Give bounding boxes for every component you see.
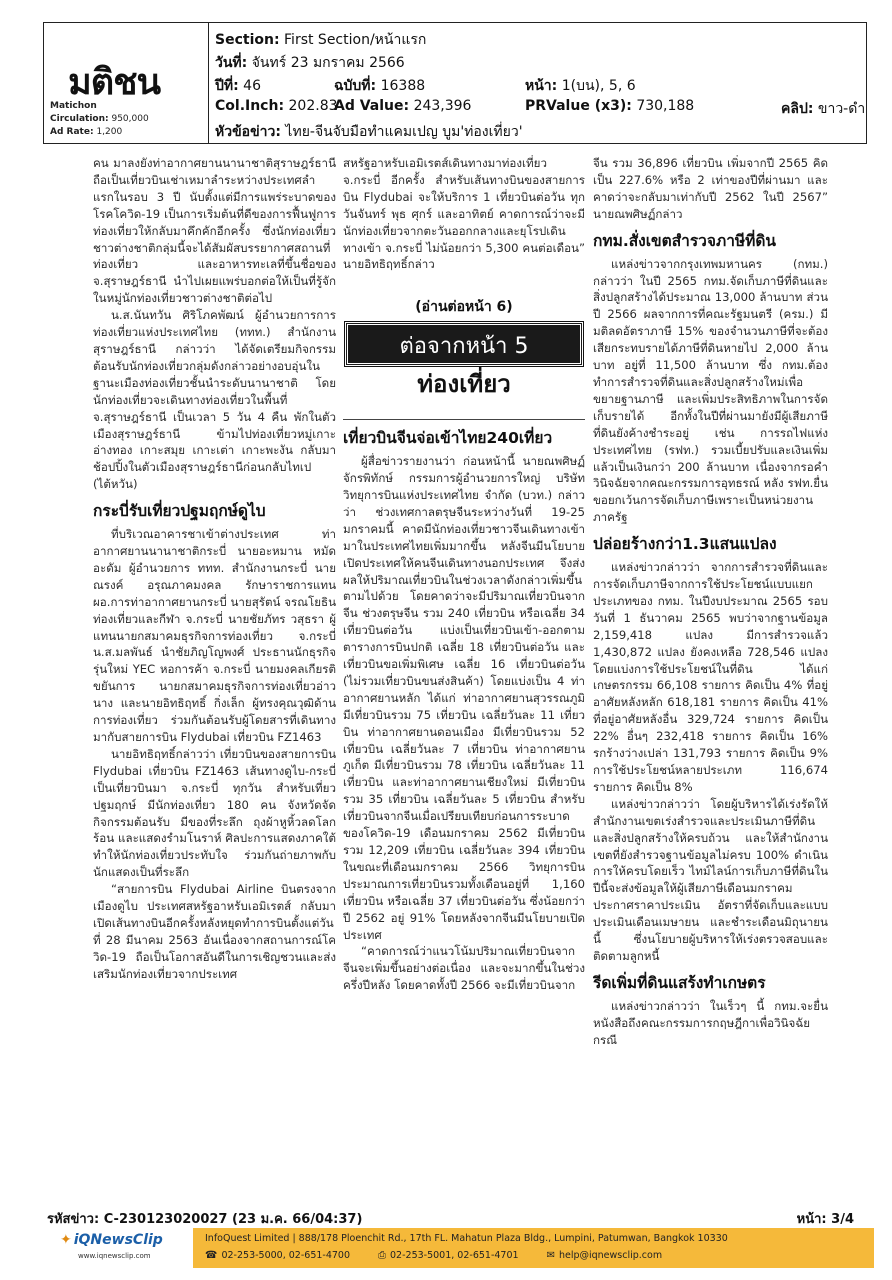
circulation-label: Circulation: (50, 114, 109, 124)
clip-label: คลิป: (781, 101, 814, 117)
issue-label: ฉบับที่: (334, 78, 377, 94)
paragraph: ผู้สื่อข่าวรายงานว่า ก่อนหน้านี้ นายณพศิษฏ์ จักรพิทักษ์ กรรมการผู้อำนวยการใหญ่ บริษัท วิทยุการบินแห่งประเทศไทย จำกัด (บวท.) กล่าวว่า ช่วงเทศกาลตรุษจีนระหว่างวันที่ 19-25 มกราคมนี้ คาดมีนักท่องเที่ยวชาวจีนเดินทางเข้ามาในประเทศไทยเพิ่มมากขึ้น หลังจีนมีนโยบายเปิดประเทศให้คนจีนเดินทางนอกประเทศ จึงส่งผลให้ปริมาณเที่ยวบินในช่วงเวลาดังกล่าวเพิ่มขึ้นตามไปด้วย โดยคาดว่าจะมีปริมาณเที่ยวบินจากจีน ช่วงตรุษจีน รวม 240 เที่ยวบิน หรือเฉลี่ย 34 เที่ยวบินต่อวัน แบ่งเป็นเที่ยวบินเข้า-ออกตามตารางการบินปกติ เฉลี่ย 18 เที่ยวบินต่อวัน และเที่ยวบินขอเพิ่มพิเศษ เฉลี่ย 16 เที่ยวบินต่อวัน (ไม่รวมเที่ยวบินขนส่งสินค้า) โดยแบ่งเป็น 4 ท่าอากาศยานหลัก ได้แก่ ท่าอากาศยานสุวรรณภูมิ มีเที่ยวบินรวม 75 เที่ยวบิน เฉลี่ยวันละ 11 เที่ยวบิน ท่าอากาศยานดอนเมือง มีเที่ยวบินรวม 52 เที่ยวบิน เฉลี่ยวันละ 7 เที่ยวบิน ท่าอากาศยานภูเก็ต มีเที่ยวบินรวม 78 เที่ยวบิน เฉลี่ยวันละ 11 เที่ยวบิน และท่าอากาศยานเชียงใหม่ มีเที่ยวบินรวม 35 เที่ยวบิน เฉลี่ยวันละ 5 เที่ยวบิน สำหรับเที่ยวบินจากจีนเมื่อเปรียบเทียบก่อนการระบาดของโควิด-19 เดือนมกราคม 2562 มีเที่ยวบินรวม 12,209 เที่ยวบิน เฉลี่ยวันละ 394 เที่ยวบิน ในขณะที่เดือนมกราคม 2566 วิทยุการบินประมาณการเที่ยวบินรวมทั้งเดือนอยู่ที่ 1,160 เที่ยวบิน หรือเฉลี่ย 37 เที่ยวบินต่อวัน ซึ่งน้อยกว่าปี 2562 อยู่ 91% โดยหลังจากจีนมีนโยบายเปิดประเทศ (343, 454, 585, 942)
circulation-value: 950,000 (111, 114, 149, 124)
prvalue-value: 730,188 (636, 98, 695, 114)
issue-value: 16388 (380, 78, 426, 94)
year-label: ปีที่: (215, 78, 239, 94)
headline-value: ไทย-จีนจับมือทำแคมเปญ บูม'ท่องเที่ยว' (285, 124, 523, 140)
news-code (47, 1208, 362, 1229)
subheading: ปล่อยร้างกว่า1.3แสนแปลง (593, 535, 777, 554)
phone-icon: ☎ (205, 1250, 218, 1261)
page-counter (797, 1208, 854, 1229)
phone-number: 02-253-5000, 02-651-4700 (221, 1250, 351, 1261)
date-row (215, 52, 405, 74)
paragraph: แหล่งข่าวกล่าวว่า จากการสำรวจที่ดินและการจัดเก็บภาษีจากการใช้ประโยชน์แบบแยกประเภทของ กทม. ในปีงบประมาณ 2565 รอบวันที่ 1 ธันวาคม 2565 พบว่าจากฐานข้อมูล 2,159,418 แปลง มีการสำรวจแล้ว 1,430,872 แปลง ยังคงเหลือ 728,546 แปลง โดยแบ่งการใช้ประโยชน์ในที่ดิน ได้แก่ เกษตรกรรม 66,108 รายการ คิดเป็น 4% ที่อยู่อาศัยหลังหลัก 618,181 รายการ คิดเป็น 41% ที่อยู่อาศัยหลังอื่น 329,724 รายการ คิดเป็น 22% อื่นๆ 232,418 รายการ คิดเป็น 16% รกร้างว่างเปล่า 131,793 รายการ คิดเป็น 9% การใช้ประโยชน์หลายประเภท 116,674 รายการ คิดเป็น 8% (593, 560, 828, 794)
paragraph: “คาดการณ์ว่าแนวโน้มปริมาณเที่ยวบินจากจีนจะเพิ่มขึ้นอย่างต่อเนื่อง และจะมากขึ้นในช่วงครึ่งปีหลัง โดยคาดทั้งปี 2566 จะมีเที่ยวบินจาก (343, 944, 585, 993)
page-value: 1(บน), 5, 6 (561, 78, 636, 94)
clip-value: ขาว-ดำ (817, 101, 866, 117)
email-entry (547, 1250, 663, 1261)
advalue-value: 243,396 (413, 98, 472, 114)
paragraph: สหรัฐอาหรับเอมิเรตส์เดินทางมาท่องเที่ยว จ.กระบี่ อีกครั้ง สำหรับเส้นทางบินของสายการบิน Flydubai จะให้บริการ 1 เที่ยวบินต่อวัน ทุกวันจันทร์ พุธ ศุกร์ และอาทิตย์ คาดการณ์ว่าจะมีนักท่องเที่ยวจากตะวันออกกลางและยุโรปเดินทางเข้า จ.กระบี่ ไม่น้อยกว่า 5,300 คนต่อเดือน” นายอิทธิฤทธิ์กล่าว (343, 156, 585, 272)
company-address: InfoQuest Limited | 888/178 Ploenchit Rd., 17th FL. Mahatun Plaza Bldg., Lumpini, Patumwan, Bangkok 10330 (205, 1233, 728, 1244)
clip-info (209, 23, 866, 143)
news-code-label: รหัสข่าว: (47, 1212, 100, 1227)
publisher-cell (44, 23, 209, 143)
continued-from-banner: ต่อจากหน้า 5 (345, 322, 583, 366)
clip-row (781, 98, 865, 120)
contact-cell (193, 1228, 874, 1268)
prvalue-row (525, 98, 694, 114)
subheading: กระบี่รับเที่ยวปฐมฤกษ์ดูไบ (93, 502, 266, 521)
section-label: Section: (215, 32, 280, 48)
paragraph: แหล่งข่าวจากกรุงเทพมหานคร (กทม.) กล่าวว่า ในปี 2565 กทม.จัดเก็บภาษีที่ดินและสิ่งปลูกสร้างได้ประมาณ 13,000 ล้านบาท ส่วนปี 2566 ผลจากการที่คณะรัฐมนตรี (ครม.) มีมติลดอัตราภาษี 15% ของจำนวนภาษีที่จะต้องเสียกระทบรายได้ภาษีที่ดินหายไป 2,000 ล้านบาท อยู่ที่ 11,500 ล้านบาท ซึ่ง กทม.ต้องทำการสำรวจที่ดินและสิ่งปลูกสร้างใหม่เพื่อขยายฐานภาษี และเพิ่มประสิทธิภาพในการจัดเก็บรายได้ อีกทั้งในปีที่ผ่านมายังมีผู้เสียภาษีที่ดินยังค้างชำระอยู่ เช่น การรถไฟแห่งประเทศไทย (รฟท.) รวมเบี้ยปรับและเงินเพิ่มแล้วเป็นเงินกว่า 200 ล้านบาท เนื่องจากรอคำวินิจฉัยจากคณะกรรมการอุทธรณ์ หลัง รฟท.ยื่นขอยกเว้นการจัดเก็บภาษีเพราะเป็นหน่วยงานภาครัฐ (593, 256, 828, 525)
footer-bar (48, 1228, 874, 1268)
ad-rate-value: 1,200 (96, 127, 123, 137)
phone-entry (205, 1250, 350, 1261)
paragraph: แหล่งข่าวกล่าวว่า ในเร็วๆ นี้ กทม.จะยื่นหนังสือถึงคณะกรรมการกฤษฎีกาเพื่อวินิจฉัยกรณี (593, 998, 828, 1047)
brand-text: iQNewsClip (73, 1232, 163, 1248)
clip-header (43, 22, 867, 144)
prvalue-label: PRValue (x3): (525, 98, 632, 114)
iqnewsclip-logo (60, 1232, 163, 1248)
news-code-value: C-230123020027 (23 ม.ค. 66/04:37) (103, 1212, 363, 1227)
contact-line (205, 1250, 662, 1261)
page-row (525, 75, 636, 97)
article-column-1 (93, 155, 336, 1155)
paragraph: “สายการบิน Flydubai Airline บินตรงจากเมืองดูไบ ประเทศสหรัฐอาหรับเอมิเรตส์ กลับมาเปิดเส้นทางบินอีกครั้งหลังหยุดทำการบินตั้งแต่วันที่ 28 มีนาคม 2563 อันเนื่องจากสถานการณ์โควิด-19 ถือเป็นโอกาสอันดีในการเชิญชวนและส่งเสริมนักท่องเที่ยวจากประเทศ (93, 882, 336, 981)
page-counter-label: หน้า: (796, 1212, 827, 1227)
logo-mark-icon: ✦ (60, 1232, 72, 1248)
colinch-label: Col.Inch: (215, 98, 285, 114)
page-label: หน้า: (525, 78, 558, 94)
issue-row (334, 75, 425, 97)
advalue-row (334, 98, 471, 114)
section-row (215, 29, 426, 51)
headline-row (215, 121, 523, 143)
date-value: จันทร์ 23 มกราคม 2566 (251, 55, 405, 71)
paragraph: นายอิทธิฤทธิ์กล่าวว่า เที่ยวบินของสายการบิน Flydubai เที่ยวบิน FZ1463 เส้นทางดูไบ-กระบี่ เป็นเที่ยวบินมา จ.กระบี่ ทุกวัน สำหรับเที่ยวปฐมฤกษ์ มีนักท่องเที่ยว 180 คน จังหวัดจัดกิจกรรมต้อนรับ มีของที่ระลึก ถุงผ้าหูหิ้วลดโลกร้อน และแสดงรำมโนราห์ ศิลปะการแสดงภาคใต้ ทำให้นักท่องเที่ยวประทับใจ ร่วมกันถ่ายภาพกับนักแสดงเป็นที่ระลึก (93, 746, 336, 880)
email-address: help@iqnewsclip.com (558, 1250, 663, 1261)
paragraph: แหล่งข่าวกล่าวว่า โดยผู้บริหารได้เร่งรัดให้สำนักงานเขตเร่งสำรวจและประเมินภาษีที่ดินและสิ่งปลูกสร้างให้ครบถ้วน และให้สำนักงานเขตที่ยังสำรวจฐานข้อมูลไม่ครบ 100% ดำเนินการให้ครบโดยเร็ว ไทม์ไลน์การเก็บภาษีที่ดินในปีนี้จะส่งข้อมูลให้ผู้เสียภาษีเดือนมกราคม ประกาศราคาประเมิน อัตราที่จัดเก็บและแบบประเมินเดือนเมษายน และชำระเดือนมิถุนายน นี้ ซึ่งนโยบายผู้บริหารให้เร่งตรวจสอบและติดตามลูกหนี้ (593, 796, 828, 963)
year-value: 46 (243, 78, 261, 94)
article-column-2 (343, 155, 585, 1165)
paragraph: จีน รวม 36,896 เที่ยวบิน เพิ่มจากปี 2565 คิดเป็น 227.6% หรือ 2 เท่าของปีที่ผ่านมา และคาดว่าจะกลับมาเท่ากับปี 2562 ในปี 2567” นายณพศิษฏ์กล่าว (593, 156, 828, 221)
paragraph: ที่บริเวณอาคารชาเข้าต่างประเทศ ท่าอากาศยานนานาชาติกระบี่ นายอะหมาน หมัดอะดัม ผู้อำนวยการ ททท. สำนักงานกระบี่ นายณรงค์ อรุณภาคมงคล รักษาราชการแทน ผอ.การท่าอากาศยานกระบี่ นายสุรัตน์ จรณโยธิน ท่องเที่ยวและกีฬา จ.กระบี่ นายชัยภัทร วสุธรา ผู้แทนนายกสมาคมธุรกิจการท่องเที่ยว จ.กระบี่ น.ส.มลพันธ์ นำชัยภิญโญพงศ์ ประธานนักธุรกิจรุ่นใหม่ YEC หอการค้า จ.กระบี่ นายมงคลเกียรติ ขยันการ นายกสมาคมธุรกิจการท่องเที่ยวอ่าวนาง และนายอิทธิฤทธิ์ กิ่งเล็ก ผู้ทรงคุณวุฒิด้านการท่องเที่ยว ร่วมกันต้อนรับผู้โดยสารที่เดินทางมากับสายการบิน Flydubai เที่ยวบิน FZ1463 (93, 527, 336, 744)
fax-icon: ⎙ (378, 1250, 387, 1261)
brand-url: www.iqnewsclip.com (78, 1252, 151, 1260)
section-title: ท่องเที่ยว (417, 370, 511, 399)
section-value: First Section/หน้าแรก (284, 32, 427, 48)
subheading: กทม.สั่งเขตสำรวจภาษีที่ดิน (593, 231, 776, 250)
paragraph: น.ส.นันทวัน ศิริโภคพัฒน์ ผู้อำนวยการการท่องเที่ยวแห่งประเทศไทย (ททท.) สำนักงานสุราษฎร์ธานี กล่าวว่า ได้จัดเตรียมกิจกรรมต้อนรับนักท่องเที่ยวกลุ่มดังกล่าวอย่างอบอุ่นในฐานะเมืองท่องเที่ยวชั้นนำระดับนานาชาติ โดยนักท่องเที่ยวจะเดินทางท่องเที่ยวในพื้นที่ จ.สุราษฎร์ธานี เป็นเวลา 5 วัน 4 คืน พักในตัวเมืองสุราษฎร์ธานี ข้ามไปท่องเที่ยวหมู่เกาะอ่างทอง เกาะสมุย เกาะเต่า เกาะพะงัน กลับมาช้อปปิ้งในตัวเมืองสุราษฎร์ธานีก่อนกลับไทเป (ไต้หวัน) (93, 308, 336, 492)
publisher-logo: มติชน (68, 61, 161, 103)
headline-label: หัวข้อข่าว: (215, 124, 281, 140)
divider (343, 419, 585, 420)
date-label: วันที่: (215, 55, 248, 71)
continued-note: (อ่านต่อหน้า 6) (415, 299, 513, 316)
page-counter-value: 3/4 (831, 1212, 854, 1227)
colinch-value: 202.83 (288, 98, 338, 114)
colinch-row (215, 98, 338, 114)
article-column-3 (593, 155, 828, 1165)
subheading: เที่ยวบินจีนจ่อเข้าไทย240เที่ยว (343, 429, 553, 448)
advalue-label: Ad Value: (334, 98, 410, 114)
paragraph: คน มาลงยังท่าอากาศยานนานาชาติสุราษฎร์ธานี ถือเป็นเที่ยวบินเช่าเหมาลำระหว่างประเทศลำแรกในรอบ 3 ปี นับตั้งแต่มีการแพร่ระบาดของโรคโควิด-19 เป็นการเริ่มต้นที่ดีของการฟื้นฟูการท่องเที่ยวให้กลับมาคึกคักอีกครั้ง ซึ่งนักท่องเที่ยวชาวต่างชาติกลุ่มนี้จะได้สัมผัสบรรยากาศสถานที่ท่องเที่ยว และอาหารทะเลที่ขึ้นชื่อของ จ.สุราษฎร์ธานี นำไปเผยแพร่บอกต่อให้เป็นที่รู้จักในหมู่นักท่องเที่ยวชาวต่างชาติต่อไป (93, 156, 336, 306)
year-row (215, 75, 261, 97)
publisher-meta (50, 100, 149, 139)
mail-icon: ✉ (546, 1250, 555, 1261)
subheading: รีดเพิ่มที่ดินแสร้งทำเกษตร (593, 973, 766, 992)
fax-number: 02-253-5001, 02-651-4701 (390, 1250, 519, 1261)
fax-entry (378, 1250, 519, 1261)
ad-rate-label: Ad Rate: (50, 127, 94, 137)
brand-cell (48, 1228, 193, 1268)
brand-name: Matichon (50, 101, 97, 111)
